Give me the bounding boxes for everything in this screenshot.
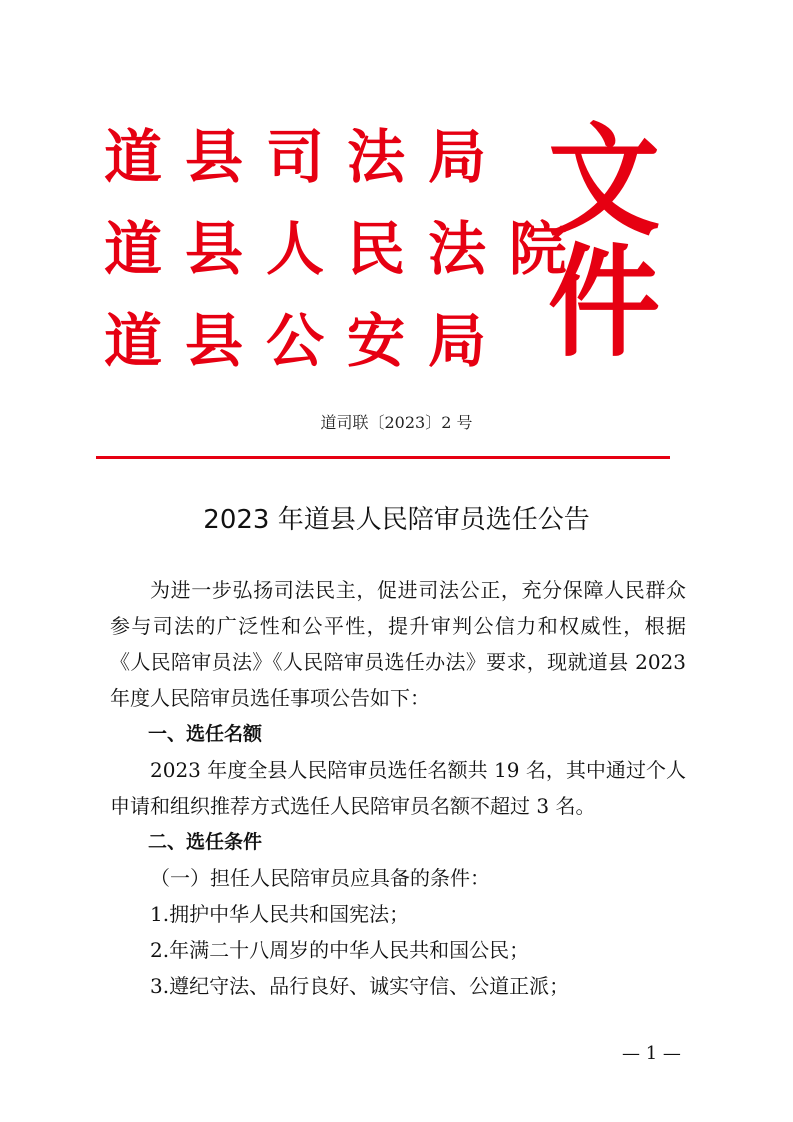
- section-heading-conditions: 二、选任条件: [148, 831, 263, 853]
- issuer-peoples-court: 道县人民法院: [104, 215, 591, 283]
- doc-type-char-2: 件: [548, 233, 660, 374]
- doc-type-char-1: 文: [548, 112, 660, 253]
- intro-paragraph: 为进一步弘扬司法民主，促进司法公正，充分保障人民群众参与司法的广泛性和公平性，提升审判公信力和权威性，根据《人民陪审员法》《人民陪审员选任办法》要求，现就道县 2023 年度人民陪审员选任事项公告如下：: [110, 578, 686, 710]
- condition-item: 1.拥护中华人民共和国宪法；: [150, 902, 410, 926]
- issuer-justice-bureau: 道县司法局: [104, 123, 510, 191]
- condition-item: 2.年满二十八周岁的中华人民共和国公民；: [150, 938, 530, 962]
- document-title: 2023 年道县人民陪审员选任公告: [203, 505, 590, 535]
- page-number: — 1 —: [622, 1043, 681, 1064]
- conditions-subheading: （一）担任人民陪审员应具备的条件：: [150, 866, 490, 890]
- red-divider-line: [96, 456, 670, 459]
- document-body: [110, 572, 686, 1004]
- quota-paragraph: 2023 年度全县人民陪审员选任名额共 19 名，其中通过个人申请和组织推荐方式选任人民陪审员名额不超过 3 名。: [110, 758, 686, 818]
- section-heading-quota: 一、选任名额: [148, 723, 263, 745]
- condition-item: 3.遵纪守法、品行良好、诚实守信、公道正派；: [150, 974, 570, 998]
- document-number: 道司联〔2023〕2 号: [320, 413, 473, 432]
- doc-type-label: [548, 112, 660, 392]
- issuer-public-security-bureau: 道县公安局: [104, 307, 510, 375]
